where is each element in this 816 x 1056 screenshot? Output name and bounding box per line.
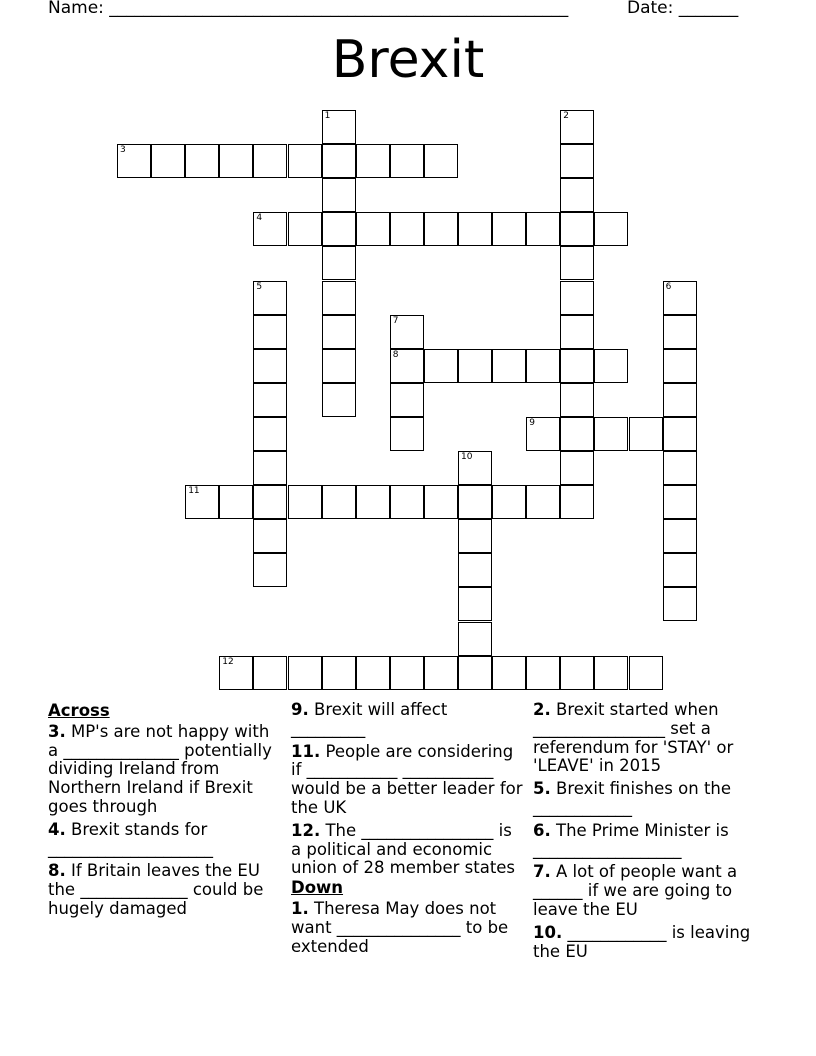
grid-cell[interactable]	[560, 110, 594, 144]
clue-number: 4.	[48, 819, 66, 839]
grid-cell[interactable]	[492, 485, 526, 519]
clue-text: The ________________ is a political and economic union of 28 member states	[291, 820, 516, 878]
grid-cell[interactable]	[560, 383, 594, 417]
grid-cell[interactable]	[526, 349, 560, 383]
grid-cell[interactable]	[663, 417, 697, 451]
grid-cell[interactable]	[185, 144, 219, 178]
grid-cell[interactable]	[560, 144, 594, 178]
grid-cell[interactable]	[253, 485, 287, 519]
grid-cell[interactable]	[253, 553, 287, 587]
clue-down-7	[533, 863, 768, 919]
grid-cell[interactable]	[560, 281, 594, 315]
grid-cell[interactable]	[594, 349, 628, 383]
grid-cell[interactable]	[424, 349, 458, 383]
grid-cell[interactable]	[356, 144, 390, 178]
grid-cell[interactable]	[458, 587, 492, 621]
grid-cell[interactable]	[560, 212, 594, 246]
grid-cell[interactable]	[663, 485, 697, 519]
grid-cell[interactable]	[629, 417, 663, 451]
clue-text: Brexit started when ________________ set a referendum for 'STAY' or 'LEAVE' in 2015	[533, 700, 734, 776]
clue-number: 7.	[533, 862, 551, 882]
grid-cell[interactable]	[492, 656, 526, 690]
grid-cell[interactable]	[629, 656, 663, 690]
clue-across-11	[291, 743, 526, 818]
clue-text: Theresa May does not want _______________ to be extended	[291, 898, 509, 956]
clue-number: 11.	[291, 741, 321, 761]
grid-cell[interactable]	[253, 349, 287, 383]
puzzle-title: Brexit	[331, 30, 485, 90]
cell-number: 4	[256, 213, 263, 224]
clue-text: A lot of people want a ______ if we are going to leave the EU	[533, 862, 738, 919]
grid-cell[interactable]	[219, 656, 253, 690]
grid-cell[interactable]	[288, 212, 322, 246]
grid-cell[interactable]	[390, 656, 424, 690]
cell-number: 9	[529, 417, 535, 428]
grid-cell[interactable]	[424, 144, 458, 178]
grid-cell[interactable]	[322, 315, 356, 349]
clue-number: 5.	[533, 779, 551, 799]
clue-number: 6.	[533, 820, 551, 840]
down-heading: Down	[291, 878, 344, 898]
grid-cell[interactable]	[663, 315, 697, 349]
clue-number: 12.	[291, 820, 321, 840]
grid-cell[interactable]	[560, 656, 594, 690]
grid-cell[interactable]	[560, 178, 594, 212]
clue-across-3	[48, 723, 283, 817]
grid-cell[interactable]	[458, 622, 492, 656]
cell-number: 3	[120, 145, 126, 156]
clue-down-5	[533, 780, 768, 818]
cell-number: 6	[665, 281, 672, 292]
grid-cell[interactable]	[560, 349, 594, 383]
grid-cell[interactable]	[663, 553, 697, 587]
clue-number: 1.	[291, 898, 309, 918]
grid-cell[interactable]	[288, 144, 322, 178]
grid-cell[interactable]	[560, 315, 594, 349]
grid-cell[interactable]	[253, 281, 287, 315]
cell-number: 7	[392, 315, 399, 326]
grid-cell[interactable]	[253, 315, 287, 349]
grid-cell[interactable]	[663, 349, 697, 383]
grid-cell[interactable]	[288, 485, 322, 519]
grid-cell[interactable]	[322, 383, 356, 417]
clue-number: 3.	[48, 721, 66, 741]
grid-cell[interactable]	[356, 212, 390, 246]
grid-cell[interactable]	[356, 656, 390, 690]
grid-cell[interactable]	[253, 212, 287, 246]
grid-cell[interactable]	[322, 656, 356, 690]
grid-cell[interactable]	[424, 656, 458, 690]
grid-cell[interactable]	[185, 485, 219, 519]
grid-cell[interactable]	[219, 485, 253, 519]
grid-cell[interactable]	[594, 212, 628, 246]
grid-cell[interactable]	[253, 656, 287, 690]
clue-number: 2.	[533, 700, 551, 719]
name-field-label[interactable]: Name: ______________________________________________________	[48, 0, 569, 18]
grid-cell[interactable]	[424, 212, 458, 246]
cell-number: 12	[222, 656, 234, 667]
clue-text: Brexit finishes on the ____________	[533, 779, 732, 817]
clue-text: Brexit stands for ____________________	[48, 819, 213, 858]
clue-number: 9.	[291, 700, 309, 719]
grid-cell[interactable]	[458, 349, 492, 383]
grid-cell[interactable]	[219, 144, 253, 178]
grid-cell[interactable]	[390, 315, 424, 349]
grid-cell[interactable]	[663, 383, 697, 417]
clue-down-10	[533, 924, 768, 962]
grid-cell[interactable]	[526, 485, 560, 519]
grid-cell[interactable]	[322, 246, 356, 280]
clue-down-6	[533, 822, 768, 860]
grid-cell[interactable]	[663, 281, 697, 315]
grid-cell[interactable]	[526, 212, 560, 246]
grid-cell[interactable]	[560, 451, 594, 485]
grid-cell[interactable]	[253, 417, 287, 451]
grid-cell[interactable]	[390, 144, 424, 178]
grid-cell[interactable]	[322, 144, 356, 178]
grid-cell[interactable]	[663, 587, 697, 621]
grid-cell[interactable]	[492, 212, 526, 246]
clue-text: People are considering if ___________ ___________ would be a better leader for the UK	[291, 741, 523, 817]
clue-down-2	[533, 701, 768, 776]
clue-down-1	[291, 900, 526, 956]
clue-text: ____________ is leaving the EU	[533, 922, 751, 961]
clue-text: MP's are not happy with a ______________ potentially dividing Ireland from Northern Ireland if Brexit goes through	[48, 721, 272, 816]
grid-cell[interactable]	[526, 417, 560, 451]
clues-column-2	[291, 701, 526, 960]
cell-number: 5	[256, 281, 263, 292]
grid-cell[interactable]	[594, 656, 628, 690]
grid-cell[interactable]	[253, 451, 287, 485]
grid-cell[interactable]	[663, 451, 697, 485]
clues-column-1	[48, 701, 283, 923]
clue-text: If Britain leaves the EU the _____________ could be hugely damaged	[48, 861, 264, 918]
grid-cell[interactable]	[253, 519, 287, 553]
clue-across-8	[48, 862, 283, 918]
grid-cell[interactable]	[390, 417, 424, 451]
grid-cell[interactable]	[458, 553, 492, 587]
grid-cell[interactable]	[390, 383, 424, 417]
grid-cell[interactable]	[424, 485, 458, 519]
cell-number: 11	[188, 486, 200, 497]
grid-cell[interactable]	[253, 383, 287, 417]
grid-cell[interactable]	[322, 281, 356, 315]
clue-number: 10.	[533, 922, 563, 942]
grid-cell[interactable]	[458, 656, 492, 690]
grid-cell[interactable]	[253, 144, 287, 178]
clue-text: Brexit will affect _________	[291, 700, 448, 738]
clue-across-12	[291, 822, 526, 878]
grid-cell[interactable]	[458, 519, 492, 553]
clue-across-4	[48, 821, 283, 859]
cell-number: 2	[563, 111, 570, 121]
grid-cell[interactable]	[117, 144, 151, 178]
grid-cell[interactable]	[322, 485, 356, 519]
grid-cell[interactable]	[390, 485, 424, 519]
grid-cell[interactable]	[322, 349, 356, 383]
grid-cell[interactable]	[288, 656, 322, 690]
grid-cell[interactable]	[458, 485, 492, 519]
cell-number: 10	[461, 452, 473, 462]
grid-cell[interactable]	[390, 212, 424, 246]
across-heading: Across	[48, 701, 110, 720]
grid-cell[interactable]	[560, 485, 594, 519]
clue-number: 8.	[48, 861, 66, 881]
grid-cell[interactable]	[322, 110, 356, 144]
grid-cell[interactable]	[322, 212, 356, 246]
grid-cell[interactable]	[458, 451, 492, 485]
cell-number: 8	[392, 349, 399, 360]
grid-cell[interactable]	[356, 485, 390, 519]
grid-cell[interactable]	[560, 246, 594, 280]
grid-cell[interactable]	[322, 178, 356, 212]
grid-cell[interactable]	[492, 349, 526, 383]
clue-text: The Prime Minister is __________________	[533, 820, 729, 859]
date-field-label[interactable]: Date: _______	[627, 0, 739, 18]
clues-column-3	[533, 701, 768, 965]
grid-cell[interactable]	[526, 656, 560, 690]
grid-cell[interactable]	[151, 144, 185, 178]
clue-across-9	[291, 701, 526, 739]
grid-cell[interactable]	[663, 519, 697, 553]
grid-cell[interactable]	[560, 417, 594, 451]
grid-cell[interactable]	[594, 417, 628, 451]
grid-cell[interactable]	[458, 212, 492, 246]
cell-number: 1	[324, 111, 331, 121]
grid-cell[interactable]	[390, 349, 424, 383]
